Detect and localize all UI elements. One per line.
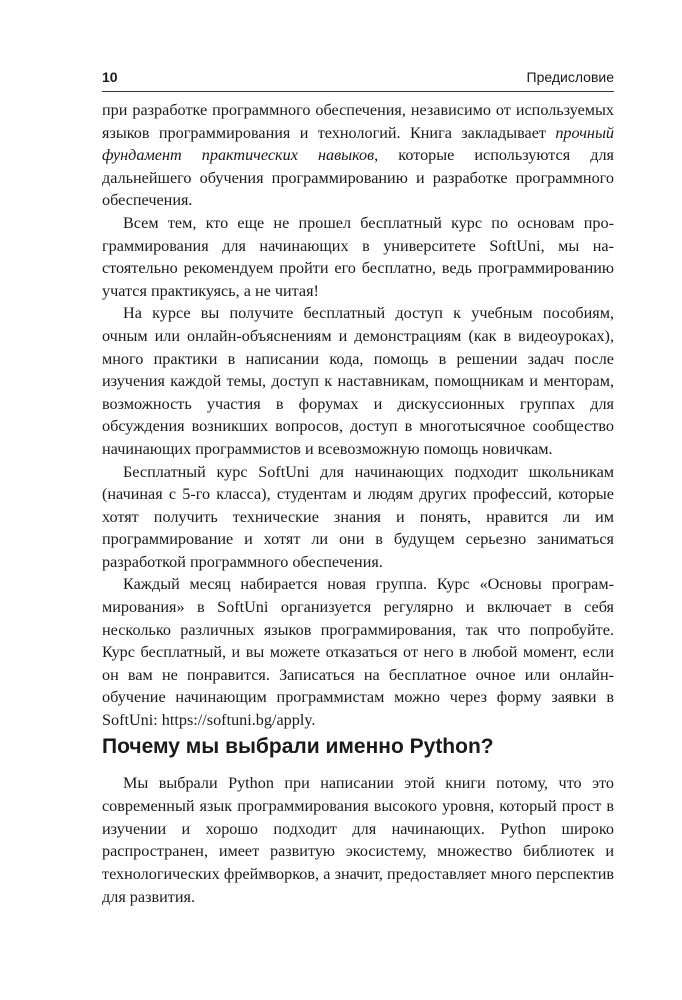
section-heading: Почему мы выбрали именно Python? [102,735,494,758]
running-header [102,66,614,88]
running-section-title: Предисловие [526,69,614,85]
paragraph [102,772,614,909]
paragraph-text: Бесплатный курс SoftUni для начинающих подходит школьникам (начиная с 5-го класса), студентам и людям других профессий, которые хотят получить технические знания и понять, нравится ли им программирование и хотят ли они в будущем серьезно заниматься разработкой программного обеспечения. [102,462,614,571]
paragraph [102,461,614,574]
paragraph-text: , которые используются для дальнейшего обучения программированию и разработке программного обеспечения. [102,146,614,210]
header-rule [102,91,614,92]
paragraph-text: На курсе вы получите бесплатный доступ к учебным пособиям, очным или онлайн-объяснениям и демонстрациям (как в видеоуроках), много практики в написании кода, помощь в решении задач после изучения каждой темы, доступ к наставникам, помощникам и менторам, возможность участия в форумах и дискуссионных группах для обсуждения возникших вопросов, доступ в многотысячное сообщество начинающих программистов и всевозможную помощь новичкам. [102,304,614,458]
paragraph [102,99,614,212]
paragraph-text: Всем тем, кто еще не прошел бесплатный курс по основам программирования для начинающих в университете SoftUni, мы настоятельно рекомендуем пройти его бесплатно, ведь программированию учатся практикуясь, а не читая! [102,213,614,300]
body-text-top [102,99,614,732]
paragraph [102,212,614,302]
paragraph [102,302,614,460]
emphasis-text: прочный фундамент практических навыков [102,123,614,165]
paragraph-text: при разработке программного обеспечения, независимо от используемых языков программирования и технологий. Книга закладывает [102,101,614,142]
body-text-bottom [102,772,614,909]
paragraph-text: Каждый месяц набирается новая группа. Курс «Основы программирования» в SoftUni организуется регулярно и включает в себя несколько различных языков программирования, так что попробуйте. Курс бесплатный, и вы можете отказаться от него в любой момент, если он вам не понравится. Записаться на бесплатное очное или онлайн-обучение начинающим программистам можно через форму заявки в SoftUni: https://softuni.bg/apply. [102,575,614,730]
paragraph-text: Мы выбрали Python при написании этой книги потому, что это современный язык программирования высокого уровня, который прост в изучении и хорошо подходит для начинающих. Python широко распространен, имеет развитую экосистему, множество библиотек и технологических фреймворков, а значит, предоставляет много перспектив для развития. [102,774,614,906]
page-number: 10 [102,69,118,85]
paragraph [102,573,614,731]
